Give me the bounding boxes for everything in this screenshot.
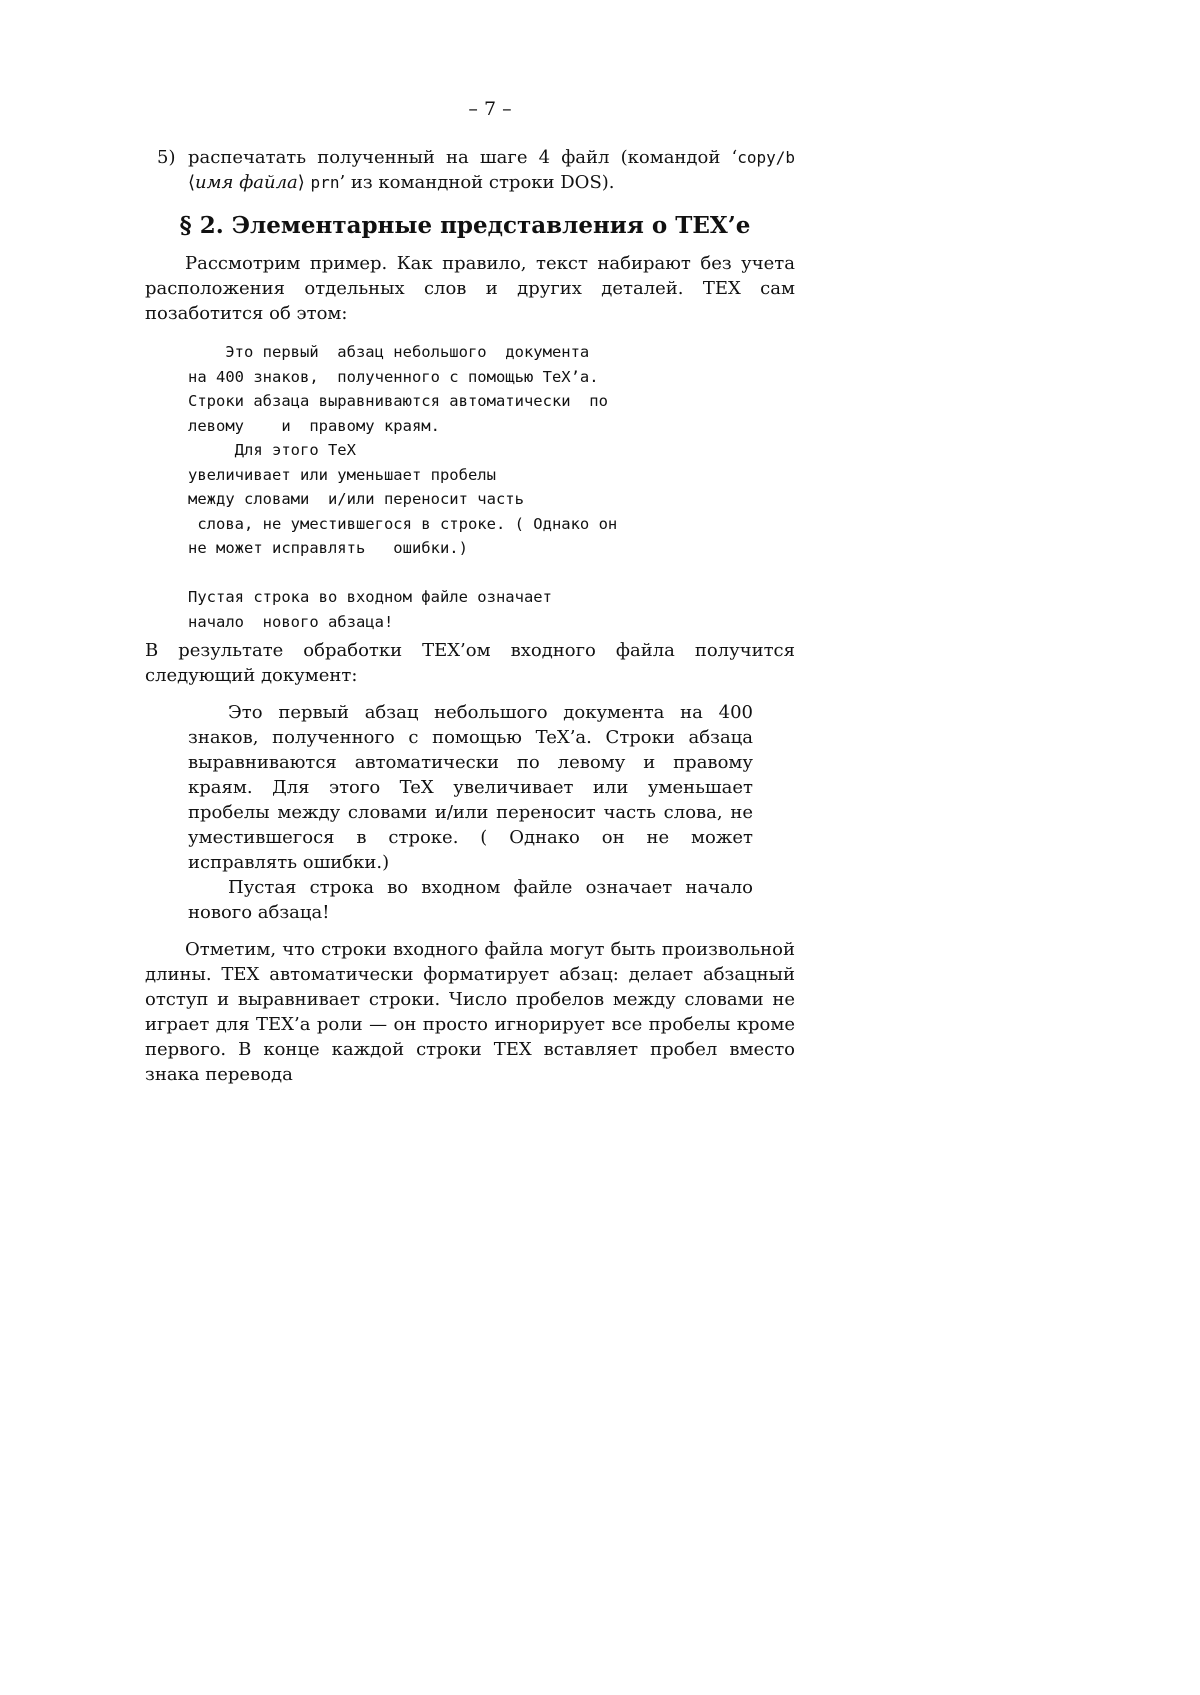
code-line: на 400 знаков, полученного с помощью TeX’а. [188, 367, 599, 386]
code-line: не может исправлять ошибки.) [188, 539, 468, 557]
command-prn: prn [310, 173, 340, 192]
output-paragraph-1: Это первый абзац небольшого документа на 400 знаков, полученного с помощью TeX’а. Строки абзаца выравниваются автоматически по левому и правому краям. Для этого TeX увеличивает или уменьшает пробелы между словами и/или переносит часть слова, не уместившегося в строке. ( Однако он не может исправлять ошибки.) [188, 702, 753, 873]
list-item-text-before: распечатать полученный на шаге 4 файл (командой ‘ [188, 147, 738, 168]
code-line: между словами и/или переносит часть [188, 490, 524, 508]
code-line: левому и правому краям. [188, 416, 440, 435]
placeholder-filename: имя файла [195, 172, 298, 193]
section-sign: § [179, 212, 192, 239]
code-line: Для этого TeX [188, 441, 356, 459]
angle-close: ⟩ [297, 172, 311, 193]
angle-open: ⟨ [188, 172, 196, 193]
code-line: Это первый абзац небольшого документа [188, 343, 590, 361]
section-title: Элементарные представления о ТЕХ’е [231, 212, 751, 239]
command-copy: copy/b [737, 148, 795, 167]
page-number: – 7 – [468, 98, 512, 120]
result-intro-paragraph: В результате обработки ТЕХ’ом входного файла получится следующий документ: [145, 640, 795, 686]
list-item-text-after: ’ из командной строки DOS). [339, 172, 615, 193]
code-line: начало нового абзаца! [188, 612, 394, 631]
code-line [188, 561, 795, 586]
rendered-output [188, 700, 753, 925]
output-paragraph-2: Пустая строка во входном файле означает начало нового абзаца! [188, 877, 753, 923]
section-heading [145, 211, 795, 241]
code-example [188, 340, 795, 634]
list-item-number: 5) [157, 147, 176, 168]
list-item [145, 145, 795, 195]
code-line: Пустая строка во входном файле означает [188, 588, 552, 606]
section-number: 2. [199, 212, 224, 239]
intro-paragraph: Рассмотрим пример. Как правило, текст набирают без учета расположения отдельных слов и других деталей. ТЕХ сам позаботится об этом: [145, 253, 795, 324]
code-line: увеличивает или уменьшает пробелы [188, 465, 496, 484]
page-body [145, 145, 795, 1087]
code-line: Строки абзаца выравниваются автоматически по [188, 392, 608, 410]
code-line: слова, не уместившегося в строке. ( Однако он [188, 514, 618, 533]
closing-paragraph: Отметим, что строки входного файла могут быть произвольной длины. ТЕХ автоматически форматирует абзац: делает абзацный отступ и выравнивает строки. Число пробелов между словами не играет для ТЕХ’а роли — он просто игнорирует все пробелы кроме первого. В конце каждой строки ТЕХ вставляет пробел вместо знака перевода [145, 939, 795, 1085]
